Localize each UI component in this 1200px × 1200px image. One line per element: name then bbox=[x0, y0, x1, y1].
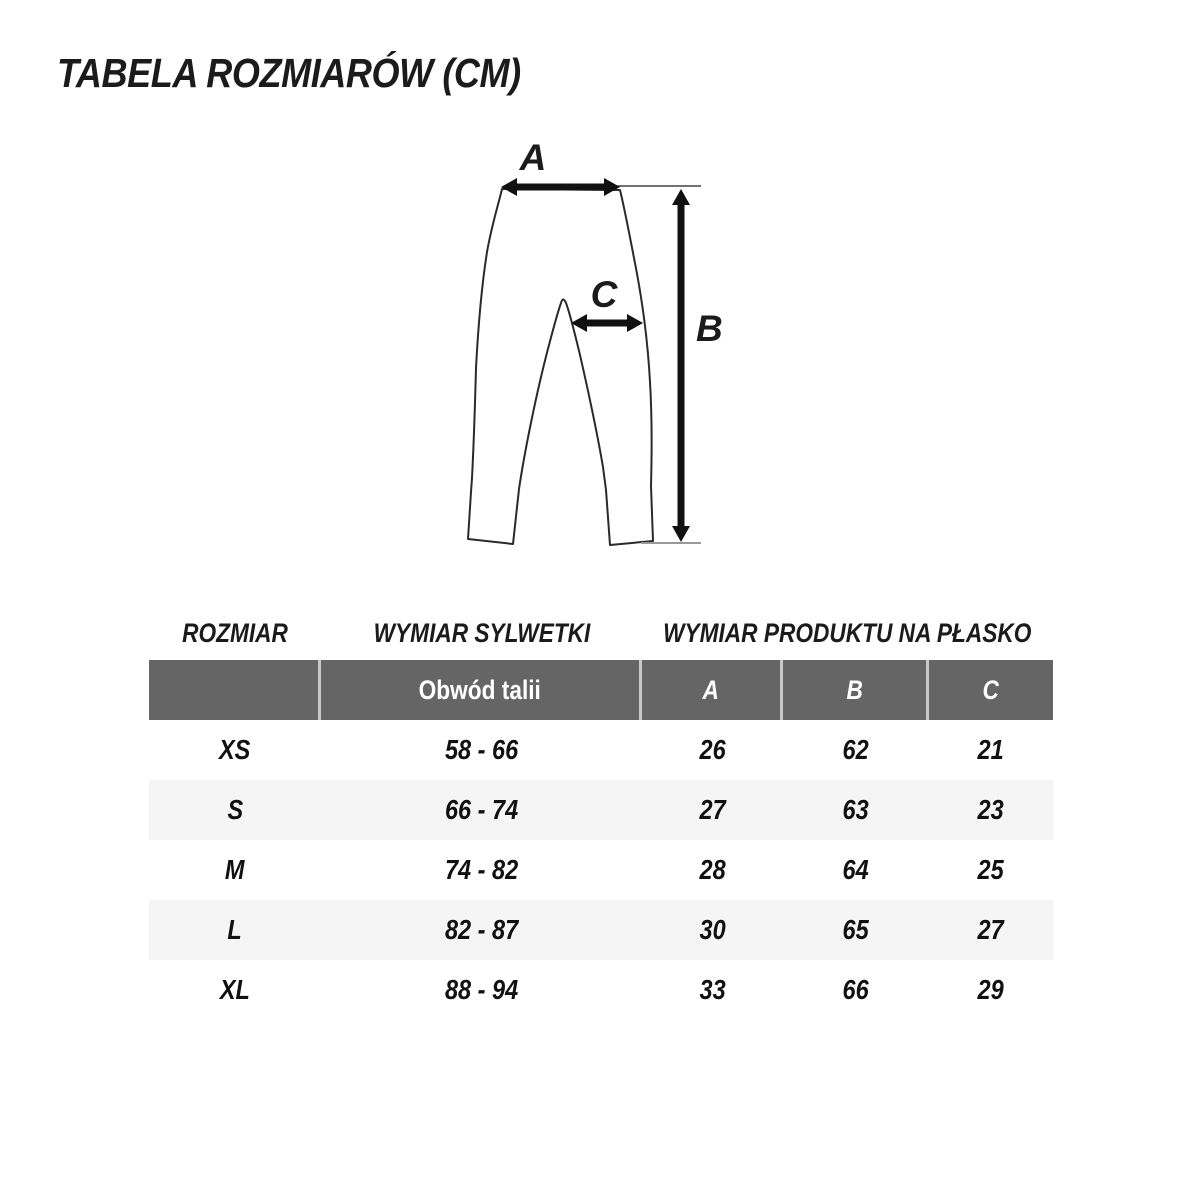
arrow-b-length-icon bbox=[672, 189, 690, 542]
waist-cell bbox=[321, 780, 642, 840]
group-header-product-label: WYMIAR PRODUKTU NA PŁASKO bbox=[663, 617, 1032, 648]
b-cell bbox=[783, 780, 929, 840]
waist-value: 88 - 94 bbox=[444, 974, 519, 1005]
subheader-b-cell bbox=[783, 660, 929, 720]
size-cell bbox=[149, 900, 321, 960]
size-cell bbox=[149, 960, 321, 1020]
size-cell bbox=[149, 720, 321, 780]
waist-value: 58 - 66 bbox=[444, 734, 519, 765]
a-value: 33 bbox=[699, 974, 726, 1005]
subheader-a-label: A bbox=[702, 674, 720, 705]
b-value: 64 bbox=[842, 854, 870, 885]
a-value: 26 bbox=[699, 734, 726, 765]
subheader-a-cell bbox=[642, 660, 783, 720]
a-cell bbox=[642, 780, 783, 840]
waist-cell bbox=[321, 840, 642, 900]
b-cell bbox=[783, 900, 929, 960]
page-title bbox=[57, 50, 584, 97]
table-row-l bbox=[149, 900, 1053, 960]
subheader-c-cell bbox=[929, 660, 1053, 720]
waist-value: 82 - 87 bbox=[444, 914, 519, 945]
c-cell bbox=[929, 720, 1053, 780]
pants-measurement-diagram bbox=[440, 120, 770, 590]
size-value: XL bbox=[219, 974, 251, 1005]
a-cell bbox=[642, 900, 783, 960]
c-cell bbox=[929, 780, 1053, 840]
c-cell bbox=[929, 840, 1053, 900]
subheader-empty-cell bbox=[149, 660, 321, 720]
table-row-m bbox=[149, 840, 1053, 900]
group-header-size bbox=[149, 606, 321, 660]
waist-value: 66 - 74 bbox=[444, 794, 519, 825]
c-value: 21 bbox=[977, 734, 1005, 765]
waist-cell bbox=[321, 900, 642, 960]
c-value: 29 bbox=[977, 974, 1005, 1005]
size-value: M bbox=[225, 854, 245, 885]
b-cell bbox=[783, 960, 929, 1020]
a-value: 27 bbox=[699, 794, 726, 825]
table-group-header-row bbox=[149, 606, 1053, 660]
pants-outline-drawing bbox=[468, 189, 653, 545]
a-cell bbox=[642, 840, 783, 900]
size-table bbox=[149, 606, 1053, 1020]
subheader-c-label: C bbox=[982, 674, 1000, 705]
a-cell bbox=[642, 960, 783, 1020]
size-cell bbox=[149, 840, 321, 900]
diagram-label-c: C bbox=[590, 274, 618, 315]
b-cell bbox=[783, 840, 929, 900]
a-value: 30 bbox=[699, 914, 726, 945]
table-subheader-row bbox=[149, 660, 1053, 720]
subheader-waist-label: Obwód talii bbox=[418, 674, 542, 705]
b-value: 66 bbox=[842, 974, 870, 1005]
b-value: 65 bbox=[842, 914, 870, 945]
waist-cell bbox=[321, 720, 642, 780]
table-row-xs bbox=[149, 720, 1053, 780]
group-header-product-measure bbox=[642, 606, 1053, 660]
waist-value: 74 - 82 bbox=[444, 854, 519, 885]
table-row-s bbox=[149, 780, 1053, 840]
waist-cell bbox=[321, 960, 642, 1020]
size-value: L bbox=[227, 914, 243, 945]
c-value: 23 bbox=[977, 794, 1005, 825]
table-row-xl bbox=[149, 960, 1053, 1020]
diagram-label-a: A bbox=[519, 137, 547, 178]
group-header-body-label: WYMIAR SYLWETKI bbox=[373, 617, 590, 648]
group-header-body-measure bbox=[321, 606, 642, 660]
subheader-waist-cell bbox=[321, 660, 642, 720]
diagram-label-b: B bbox=[696, 308, 723, 349]
size-cell bbox=[149, 780, 321, 840]
c-cell bbox=[929, 900, 1053, 960]
size-value: S bbox=[227, 794, 243, 825]
b-value: 63 bbox=[842, 794, 870, 825]
c-cell bbox=[929, 960, 1053, 1020]
a-value: 28 bbox=[699, 854, 726, 885]
subheader-b-label: B bbox=[846, 674, 863, 705]
c-value: 27 bbox=[977, 914, 1005, 945]
group-header-size-label: ROZMIAR bbox=[182, 617, 288, 648]
c-value: 25 bbox=[977, 854, 1005, 885]
page-title-text: TABELA ROZMIARÓW (CM) bbox=[57, 50, 521, 96]
a-cell bbox=[642, 720, 783, 780]
b-value: 62 bbox=[842, 734, 870, 765]
b-cell bbox=[783, 720, 929, 780]
size-value: XS bbox=[219, 734, 251, 765]
